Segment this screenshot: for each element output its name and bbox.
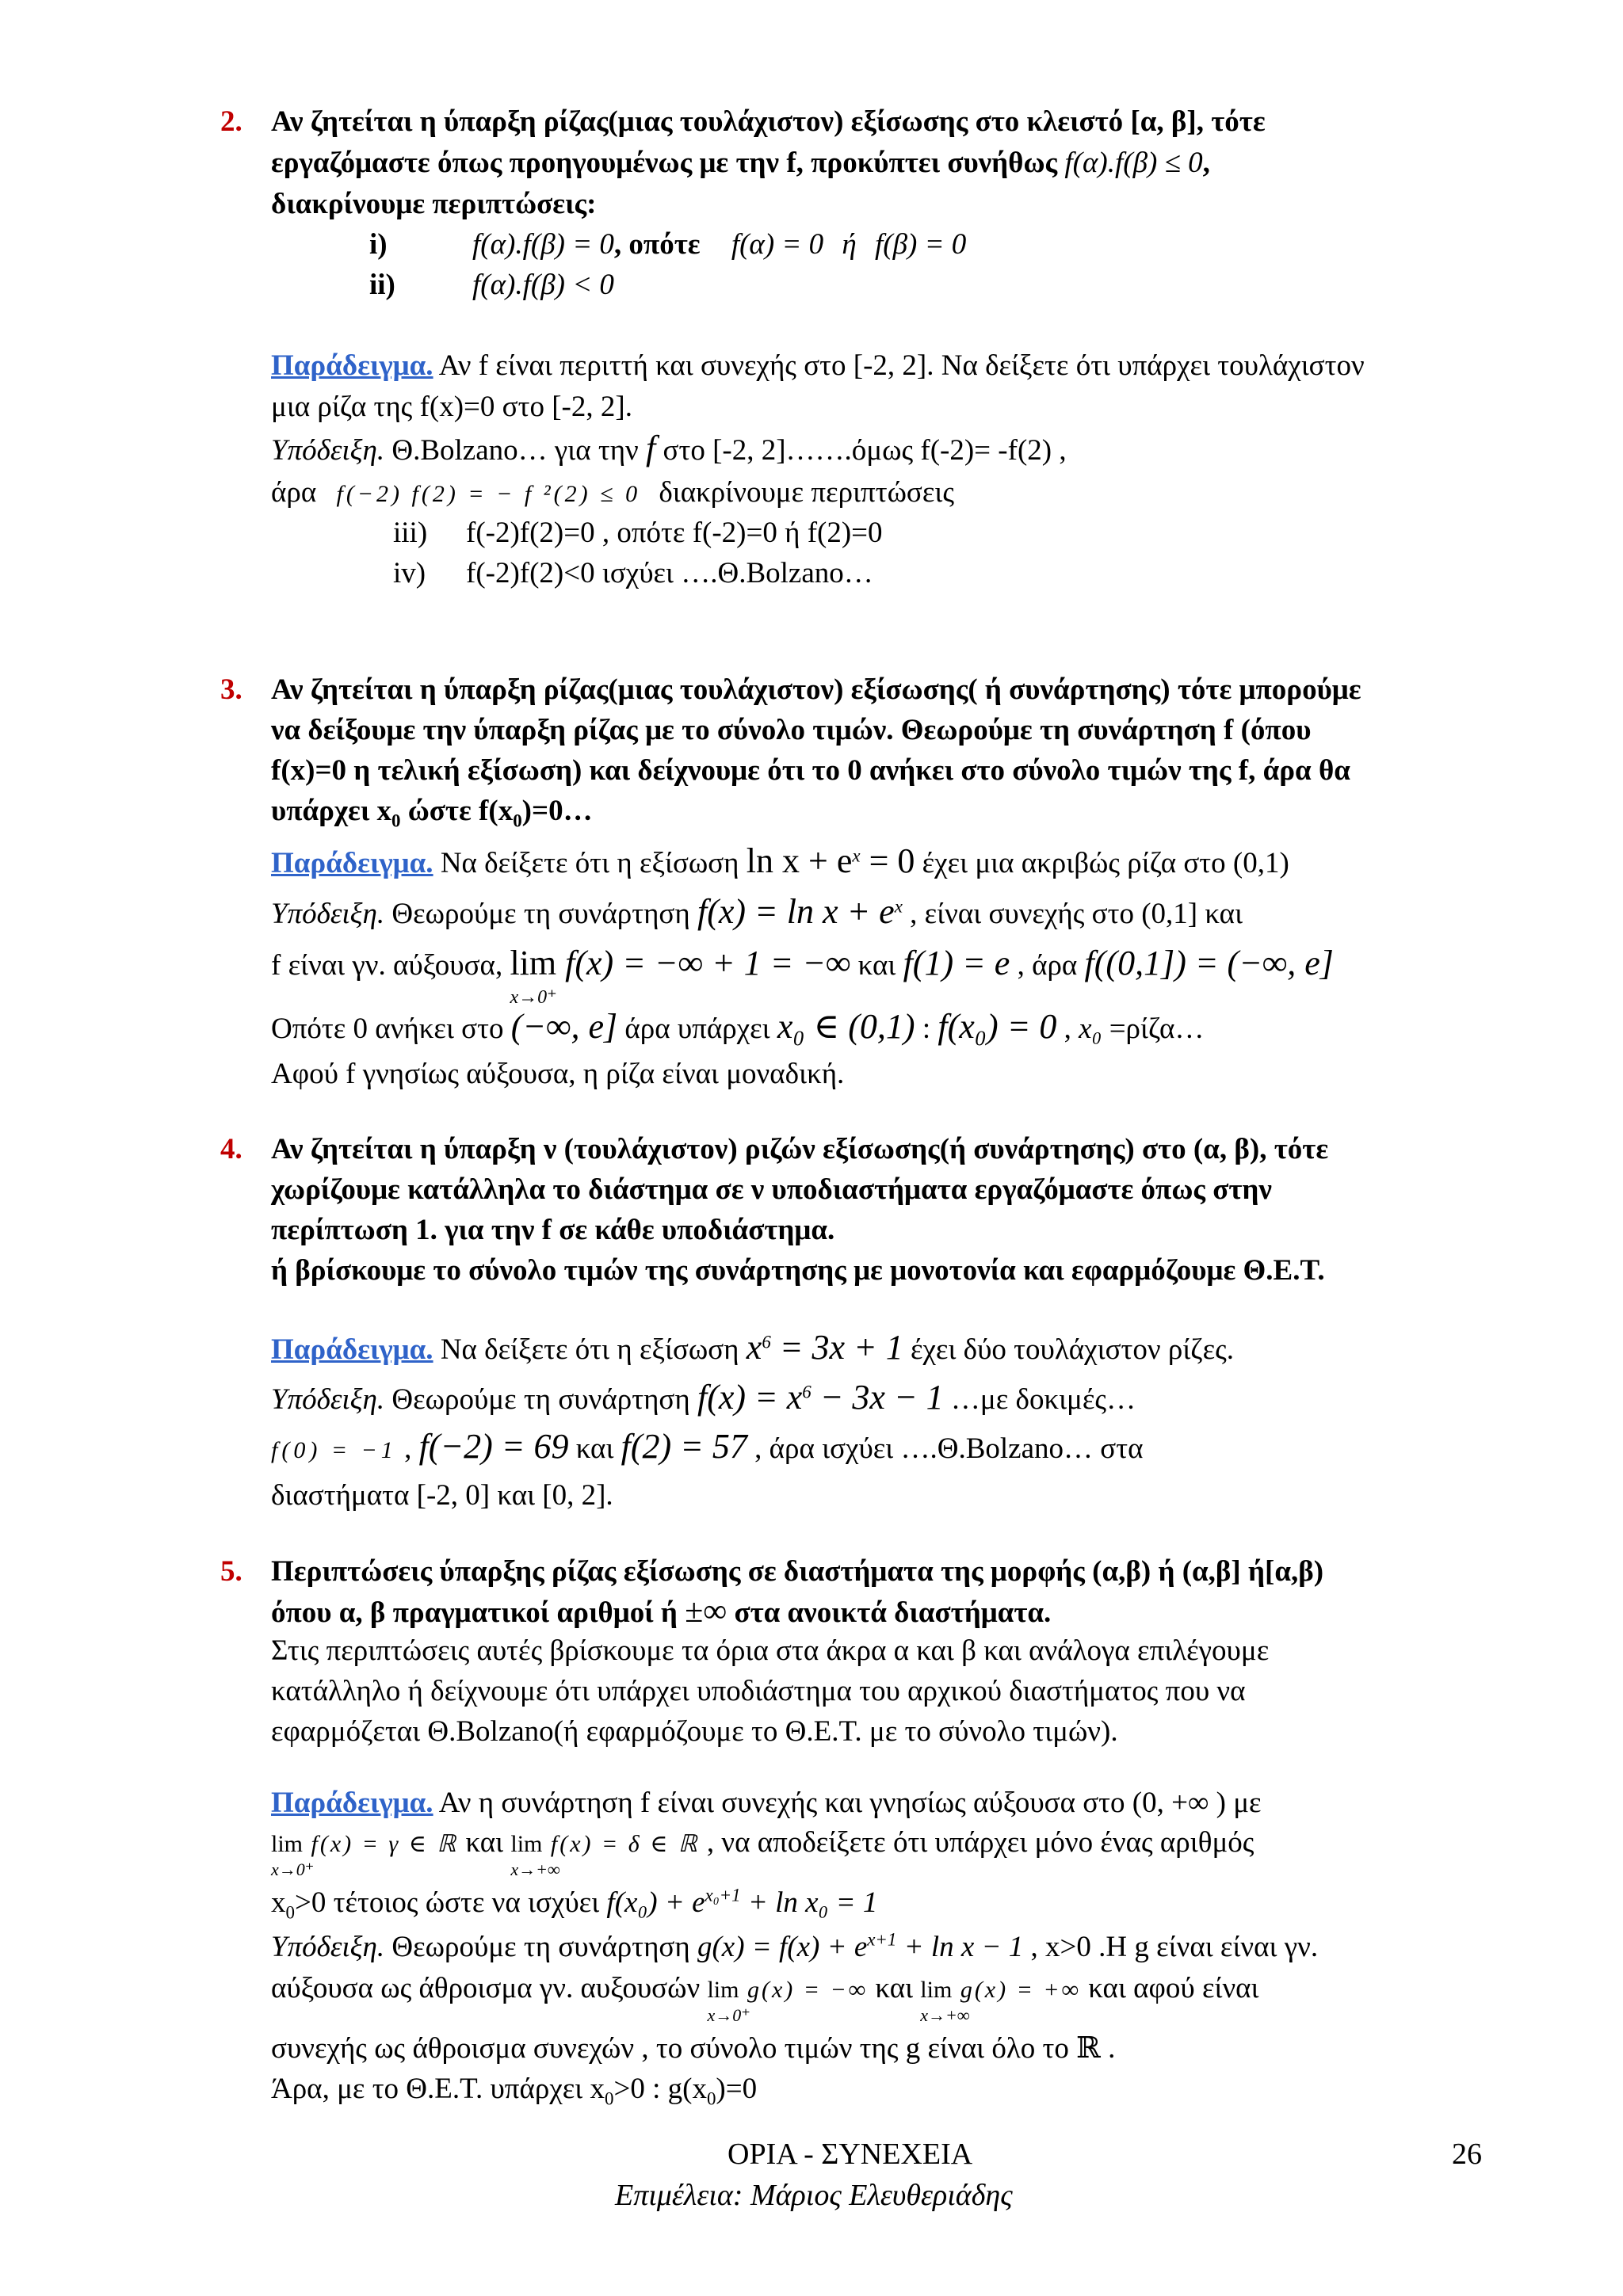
example-line: Παράδειγμα. Να δείξετε ότι η εξίσωση $\ln x + e^x = 0$ έχει μια ακριβώς ρίζα στο (0,1) xyxy=(271,841,1289,880)
hint-line: Υπόδειξη. Θ.Bolzano… για την f στο [-2, 2]…….όμως f(-2)= -f(2) , xyxy=(271,429,1067,467)
hint-line: Υπόδειξη. Θεωρούμε τη συνάρτηση $f(x) = x^6 - 3x - 1$ …με δοκιμές… xyxy=(271,1378,1136,1417)
section-text: να δείξουμε την ύπαρξη ρίζας με το σύνολο τιμών. Θεωρούμε τη συνάρτηση f (όπου xyxy=(271,714,1312,746)
case-label: ii) xyxy=(369,269,395,301)
page-number: 26 xyxy=(1452,2138,1482,2171)
case-text: f(α).f(β) < 0 xyxy=(472,269,614,301)
section-text: ή βρίσκουμε το σύνολο τιμών της συνάρτησης με μονοτονία και εφαρμόζουμε Θ.Ε.Τ. xyxy=(271,1254,1325,1287)
section-text: όπου α, β πραγματικοί αριθμοί ή ±∞ στα ανοικτά διαστήματα. xyxy=(271,1593,1052,1630)
hint-label: Υπόδειξη. xyxy=(271,1931,385,1963)
limit-expression: lim x→0⁺ xyxy=(271,1831,315,1879)
limit-expression: lim x→+∞ xyxy=(920,1977,970,2025)
hint-line: άρα f(−2) f(2) = − f ²(2) ≤ 0 διακρίνουμε περιπτώσεις xyxy=(271,476,955,509)
hint-line: Υπόδειξη. Θεωρούμε τη συνάρτηση $f(x) = \ln x + e^x$ , είναι συνεχής στο (0,1] και xyxy=(271,892,1243,931)
section-text: Αν ζητείται η ύπαρξη ν (τουλάχιστον) ριζών εξίσωσης(ή συνάρτησης) στο (α, β), τότε xyxy=(271,1133,1329,1165)
example-line: Παράδειγμα. Αν f είναι περιττή και συνεχής στο [-2, 2]. Να δείξετε ότι υπάρχει τουλάχιστον xyxy=(271,349,1365,382)
example-label: Παράδειγμα. xyxy=(271,1787,433,1819)
limit-expression: lim x→+∞ xyxy=(510,1831,560,1879)
hint-line: διαστήματα [-2, 0] και [0, 2]. xyxy=(271,1479,613,1512)
hint-label: Υπόδειξη. xyxy=(271,898,385,930)
example-line: $x_0>0$ τέτοιος ώστε να ισχύει $f(x_0) + e^{x_0+1} + \ln x_0 = 1$ xyxy=(271,1885,878,1923)
footer-author: Επιμέλεια: Μάριος Ελευθεριάδης xyxy=(615,2179,1013,2212)
section-text: Αν ζητείται η ύπαρξη ρίζας(μιας τουλάχιστον) εξίσωσης στο κλειστό [α, β], τότε xyxy=(271,105,1266,138)
case-label: iii) xyxy=(393,517,428,549)
example-label: Παράδειγμα. xyxy=(271,1333,433,1366)
hint-label: Υπόδειξη. xyxy=(271,1383,385,1416)
hint-line: συνεχής ως άθροισμα συνεχών , το σύνολο τιμών της g είναι όλο το ℝ . xyxy=(271,2032,1116,2065)
hint-line: Οπότε 0 ανήκει στο (−∞, e] άρα υπάρχει x₀ ∈ (0,1) : f(x₀) = 0 , x₀ =ρίζα… xyxy=(271,1007,1205,1046)
section-text: διακρίνουμε περιπτώσεις: xyxy=(271,188,597,220)
case-label: iv) xyxy=(393,557,426,589)
section-number: 2. xyxy=(220,105,242,138)
section-number: 4. xyxy=(220,1133,242,1165)
hint-line: Αφού f γνησίως αύξουσα, η ρίζα είναι μοναδική. xyxy=(271,1058,845,1090)
section-text: f(x)=0 η τελική εξίσωση) και δείχνουμε ότι το 0 ανήκει στο σύνολο τιμών της f, άρα θα xyxy=(271,754,1350,787)
hint-line: f είναι γν. αύξουσα, lim x→0⁺ f(x) = −∞ + 1 = −∞ και f(1) = e , άρα f((0,1]) = (−∞, e] xyxy=(271,944,1334,1008)
section-number: 5. xyxy=(220,1555,242,1588)
section-text: εφαρμόζεται Θ.Bolzano(ή εφαρμόζουμε το Θ.Ε.Τ. με το σύνολο τιμών). xyxy=(271,1715,1118,1748)
limit-expression: lim x→0⁺ xyxy=(510,944,557,1008)
example-label: Παράδειγμα. xyxy=(271,847,433,879)
example-label: Παράδειγμα. xyxy=(271,349,433,382)
hint-line: f(0) = −1 , f(−2) = 69 και f(2) = 57 , άρα ισχύει ….Θ.Bolzano… στα xyxy=(271,1427,1144,1466)
section-text: Περιπτώσεις ύπαρξης ρίζας εξίσωσης σε διαστήματα της μορφής (α,β) ή (α,β] ή[α,β) xyxy=(271,1555,1324,1588)
section-text: υπάρχει $x_0$ ώστε $f(x_0)=0\dots$ xyxy=(271,795,593,831)
hint-label: Υπόδειξη. xyxy=(271,434,385,467)
limit-expression: lim x→0⁺ xyxy=(707,1977,750,2025)
example-line: Παράδειγμα. Να δείξετε ότι η εξίσωση $x^6 = 3x + 1$ έχει δύο τουλάχιστον ρίζες. xyxy=(271,1328,1235,1367)
hint-line: Άρα, με το Θ.Ε.Τ. υπάρχει $x_0>0$ : $g(x_0)=0$ xyxy=(271,2073,758,2109)
section-number: 3. xyxy=(220,673,242,706)
footer-title: ΟΡΙΑ - ΣΥΝΕΧΕΙΑ xyxy=(727,2138,973,2171)
section-text: Στις περιπτώσεις αυτές βρίσκουμε τα όρια στα άκρα α και β και ανάλογα επιλέγουμε xyxy=(271,1634,1270,1667)
hint-line: Υπόδειξη. Θεωρούμε τη συνάρτηση $g(x) = f(x) + e^{x+1} + \ln x - 1$ , x>0 .Η g είναι είναι γν. xyxy=(271,1929,1319,1963)
case-label: i) xyxy=(369,228,388,261)
example-line: μια ρίζα της f(x)=0 στο [-2, 2]. xyxy=(271,391,632,423)
section-text: χωρίζουμε κατάλληλα το διάστημα σε ν υποδιαστήματα εργαζόμαστε όπως στην xyxy=(271,1173,1272,1206)
example-line: lim x→0⁺ f(x) = γ ∈ ℝ και lim x→+∞ f(x) = δ ∈ ℝ , να αποδείξετε ότι υπάρχει μόνο ένας αριθμός xyxy=(271,1822,1254,1864)
example-line: Παράδειγμα. Αν η συνάρτηση f είναι συνεχής και γνησίως αύξουσα στο (0, +∞ ) με xyxy=(271,1787,1262,1819)
section-text: εργαζόμαστε όπως προηγουμένως με την f, προκύπτει συνήθως f(α).f(β) ≤ 0, xyxy=(271,147,1210,179)
section-text: περίπτωση 1. για την f σε κάθε υποδιάστημα. xyxy=(271,1214,835,1246)
case-text: f(α).f(β) = 0, οπότε f(α) = 0 ή f(β) = 0 xyxy=(472,228,967,261)
section-text: κατάλληλο ή δείχνουμε ότι υπάρχει υποδιάστημα του αρχικού διαστήματος που να xyxy=(271,1675,1246,1707)
case-text: f(-2)f(2)=0 , οπότε f(-2)=0 ή f(2)=0 xyxy=(466,517,883,549)
hint-line: αύξουσα ως άθροισμα γν. αυξουσών lim x→0⁺ g(x) = −∞ και lim x→+∞ g(x) = +∞ και αφού είναι xyxy=(271,1968,1259,2010)
case-text: f(-2)f(2)<0 ισχύει ….Θ.Bolzano… xyxy=(466,557,873,589)
section-text: Αν ζητείται η ύπαρξη ρίζας(μιας τουλάχιστον) εξίσωσης( ή συνάρτησης) τότε μπορούμε xyxy=(271,673,1361,706)
